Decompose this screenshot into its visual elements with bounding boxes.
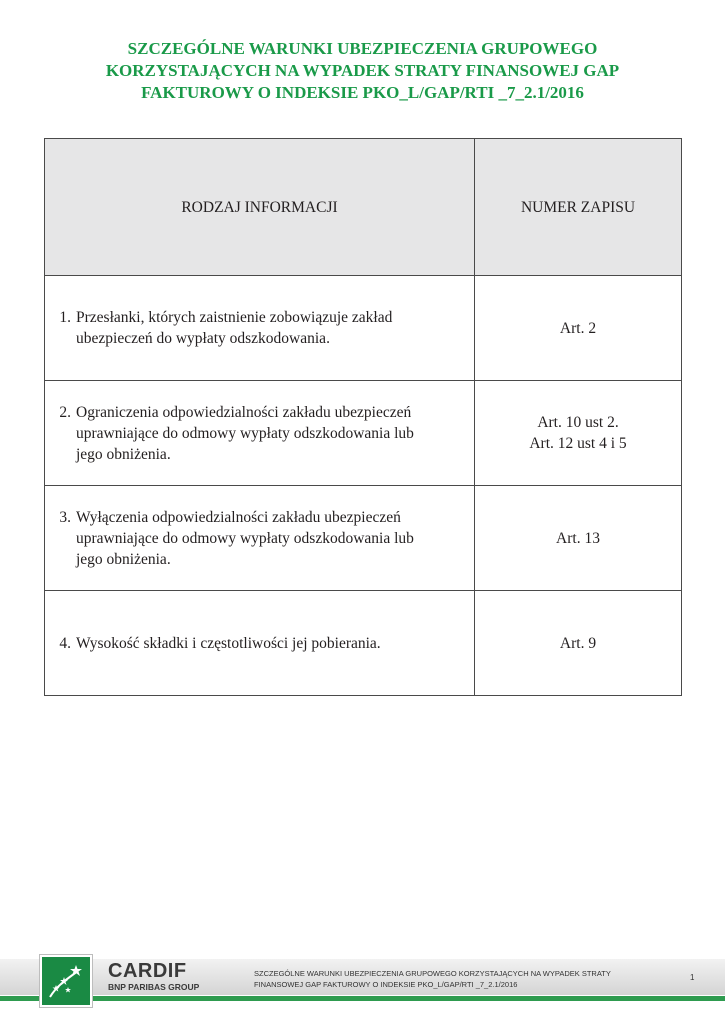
description-line: Ograniczenia odpowiedzialności zakładu ubezpieczeń bbox=[76, 403, 412, 421]
row-number: 4. bbox=[59, 634, 71, 652]
row-reference bbox=[475, 591, 682, 696]
page-number: 1 bbox=[690, 973, 695, 982]
title-line-2: KORZYSTAJĄCYCH NA WYPADEK STRATY FINANSOWEJ GAP bbox=[105, 61, 620, 80]
description-line: jego obniżenia. bbox=[76, 445, 171, 463]
row-reference bbox=[475, 381, 682, 486]
description-line: jego obniżenia. bbox=[76, 550, 171, 568]
footer-text-line: SZCZEGÓLNE WARUNKI UBEZPIECZENIA GRUPOWEGO KORZYSTAJĄCYCH NA WYPADEK STRATY bbox=[254, 969, 611, 978]
footer-document-title bbox=[254, 968, 634, 990]
table-row bbox=[45, 591, 682, 696]
reference-line: Art. 13 bbox=[556, 529, 600, 547]
table-row bbox=[45, 381, 682, 486]
description-line: uprawniające do odmowy wypłaty odszkodowania lub bbox=[76, 529, 414, 547]
brand-name: CARDIF bbox=[108, 960, 187, 982]
footer-green-rule bbox=[0, 996, 725, 1001]
description-line: Wysokość składki i częstotliwości jej pobierania. bbox=[76, 634, 381, 652]
description-line: Przesłanki, których zaistnienie zobowiązuje zakład bbox=[76, 309, 393, 326]
information-table bbox=[44, 138, 682, 696]
row-number: 2. bbox=[59, 403, 71, 421]
row-reference bbox=[475, 486, 682, 591]
reference-line: Art. 12 ust 4 i 5 bbox=[529, 435, 627, 452]
table-header-row bbox=[45, 139, 682, 276]
table-row bbox=[45, 486, 682, 591]
footer-text-line: FINANSOWEJ GAP FAKTUROWY O INDEKSIE PKO_L/GAP/RTI _7_2.1/2016 bbox=[254, 980, 518, 989]
row-description bbox=[45, 591, 475, 696]
row-description bbox=[45, 381, 475, 486]
description-line: ubezpieczeń do wypłaty odszkodowania. bbox=[76, 330, 330, 347]
brand-subtitle: BNP PARIBAS GROUP bbox=[108, 982, 200, 992]
title-line-3: FAKTUROWY O INDEKSIE PKO_L/GAP/RTI _7_2.1/2016 bbox=[141, 83, 584, 102]
row-description bbox=[45, 486, 475, 591]
description-line: uprawniające do odmowy wypłaty odszkodowania lub bbox=[76, 424, 414, 442]
row-number: 1. bbox=[59, 309, 71, 326]
page-footer bbox=[0, 955, 725, 1024]
reference-line: Art. 9 bbox=[559, 634, 597, 652]
description-line: Wyłączenia odpowiedzialności zakładu ubezpieczeń bbox=[76, 508, 401, 526]
stars-icon bbox=[42, 957, 90, 1005]
table-row bbox=[45, 276, 682, 381]
row-description bbox=[45, 276, 475, 381]
bnp-stars-logo-icon bbox=[40, 955, 92, 1007]
document-title bbox=[40, 38, 685, 104]
header-information-type: RODZAJ INFORMACJI bbox=[45, 139, 475, 276]
row-number: 3. bbox=[59, 508, 71, 526]
reference-line: Art. 10 ust 2. bbox=[537, 414, 619, 431]
title-line-1: SZCZEGÓLNE WARUNKI UBEZPIECZENIA GRUPOWEGO bbox=[127, 39, 598, 58]
row-reference bbox=[475, 276, 682, 381]
reference-line: Art. 2 bbox=[559, 319, 597, 337]
header-record-number: NUMER ZAPISU bbox=[475, 139, 682, 276]
brand-logo bbox=[108, 961, 199, 993]
